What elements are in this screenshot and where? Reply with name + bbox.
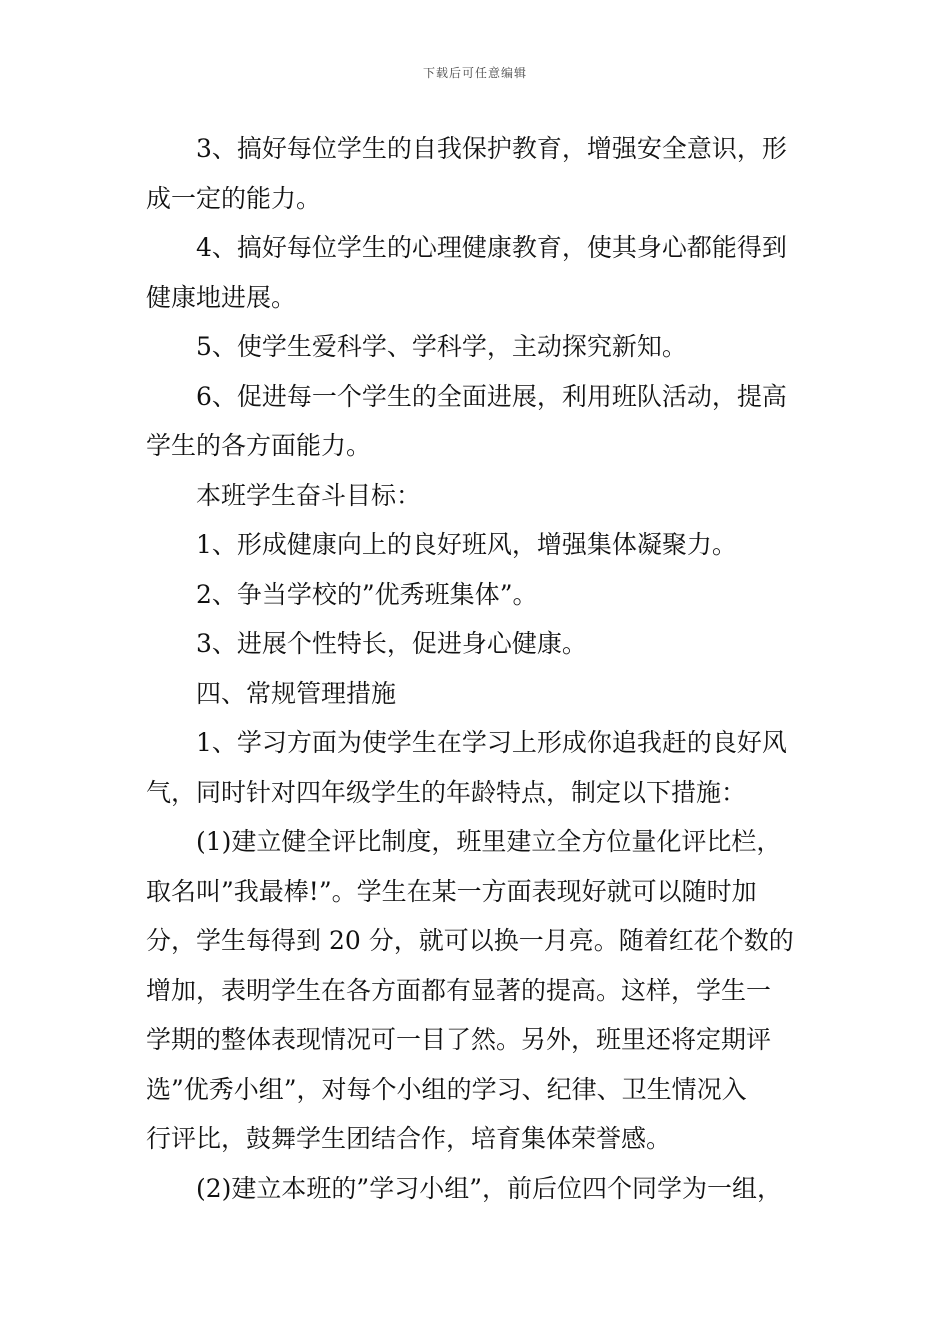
text-line: (2)建立本班的”学习小组”，前后位四个同学为一组， bbox=[196, 1173, 782, 1203]
text-line: 学生的各方面能力。 bbox=[146, 431, 372, 460]
text-line: 1、形成健康向上的良好班风，增强集体凝聚力。 bbox=[196, 530, 737, 559]
text-line: 分，学生每得到 20 分，就可以换一月亮。随着红花个数的 bbox=[146, 926, 794, 955]
text-line: 2、争当学校的”优秀班集体”。 bbox=[196, 579, 538, 609]
text-line: 本班学生奋斗目标： bbox=[196, 480, 422, 510]
text-line: 6、促进每一个学生的全面进展，利用班队活动，提高 bbox=[196, 381, 787, 411]
text-line: 四、常规管理措施 bbox=[196, 678, 397, 708]
text-line: 3、搞好每位学生的自我保护教育，增强安全意识，形 bbox=[196, 134, 787, 163]
text-line: 5、使学生爱科学、学科学，主动探究新知。 bbox=[196, 332, 687, 361]
header-note: 下载后可任意编辑 bbox=[422, 66, 527, 80]
text-line: 行评比，鼓舞学生团结合作，培育集体荣誉感。 bbox=[146, 1124, 672, 1153]
text-line: (1)建立健全评比制度，班里建立全方位量化评比栏， bbox=[196, 827, 782, 856]
text-line: 增加，表明学生在各方面都有显著的提高。这样，学生一 bbox=[146, 975, 772, 1005]
text-line: 气，同时针对四年级学生的年龄特点，制定以下措施： bbox=[146, 777, 747, 807]
text-line: 选”优秀小组”，对每个小组的学习、纪律、卫生情况入 bbox=[146, 1074, 747, 1104]
document-body bbox=[146, 124, 810, 1213]
text-line: 成一定的能力。 bbox=[146, 183, 322, 213]
text-line: 1、学习方面为使学生在学习上形成你追我赶的良好风 bbox=[196, 728, 787, 757]
text-line: 取名叫”我最棒!”。学生在某一方面表现好就可以随时加 bbox=[146, 876, 757, 906]
text-line: 4、搞好每位学生的心理健康教育，使其身心都能得到 bbox=[196, 233, 787, 262]
text-line: 健康地进展。 bbox=[146, 282, 297, 312]
text-line: 3、进展个性特长，促进身心健康。 bbox=[196, 629, 587, 658]
text-line: 学期的整体表现情况可一目了然。另外，班里还将定期评 bbox=[146, 1025, 772, 1054]
